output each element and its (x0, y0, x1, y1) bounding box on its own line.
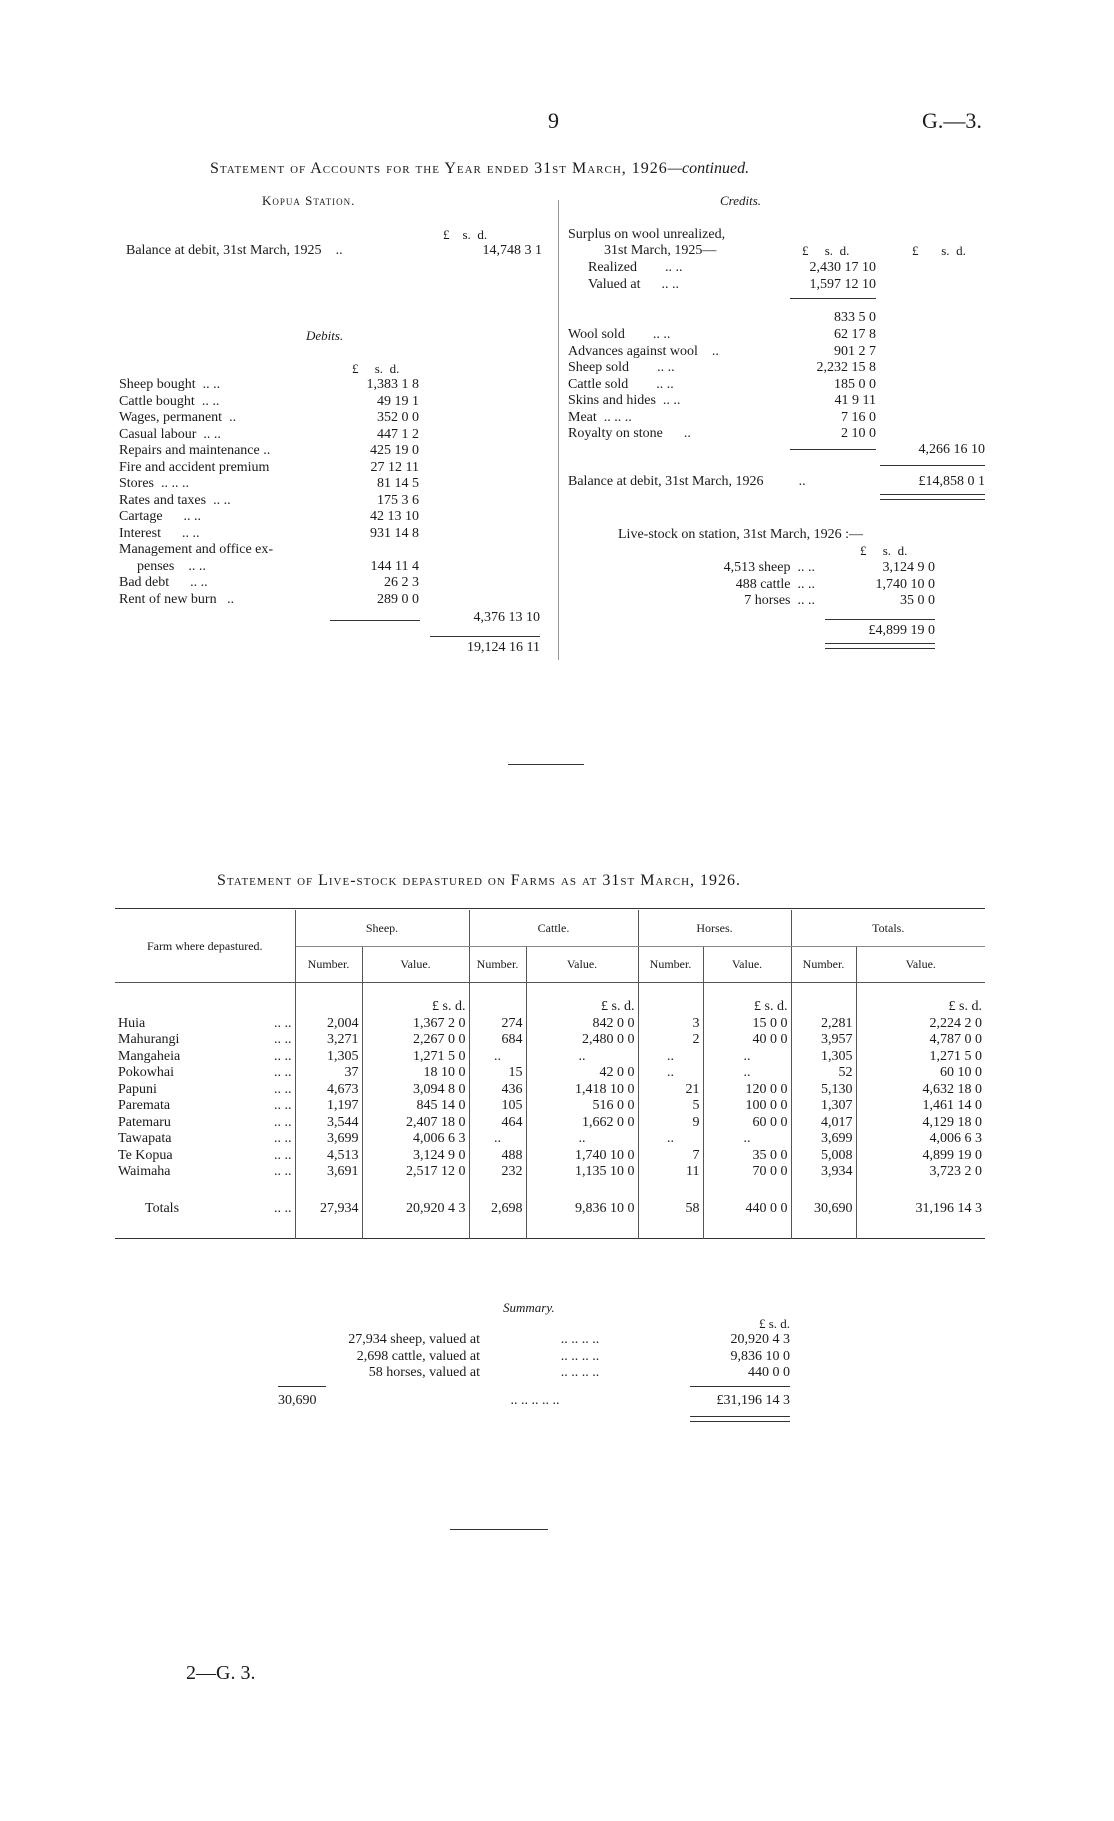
table-row: Papuni .. .. 4,673 3,094 8 0 436 1,418 10 0 21 120 0 0 5,130 4,632 18 0 (115, 1082, 985, 1099)
debit-row: Management and office ex- (119, 542, 274, 557)
debit-row: Cattle bought .. .. 49 19 1 (119, 393, 419, 409)
summary-total-amount: £31,196 14 3 (716, 1393, 790, 1408)
horses-number-header: Number. (638, 946, 703, 982)
station-name: Kopua Station. (262, 193, 356, 208)
sheep-value-header: Value. (362, 946, 469, 982)
closing-balance-label: Balance at debit, 31st March, 1926 .. (568, 474, 806, 489)
livestock-station-total: £4,899 19 0 (868, 623, 935, 638)
credits-heading: Credits. (720, 193, 762, 208)
credit-row: Wool sold .. .. 62 17 8 (568, 327, 876, 342)
signature-mark: 2—G. 3. (186, 1662, 256, 1684)
lsd-heading-livestock: £ s. d. (860, 543, 908, 558)
livestock-station-row: 4,513 sheep .. .. 3,124 9 0 (723, 560, 935, 575)
sheep-number-header: Number. (295, 946, 362, 982)
wool-unrealized-date: 31st March, 1925— (604, 243, 717, 258)
livestock-station-table (640, 560, 935, 610)
wool-difference: 833 5 0 (834, 310, 876, 325)
double-rule (825, 643, 935, 649)
cattle-number-header: Number. (469, 946, 526, 982)
rule (790, 298, 876, 299)
table-top-rule (115, 908, 985, 909)
debit-row: Cartage .. .. 42 13 10 (119, 509, 419, 524)
debit-row: Fire and accident premium 27 12 11 (119, 459, 419, 475)
summary-heading: Summary. (503, 1300, 555, 1315)
debit-row: Repairs and maintenance .. 425 19 0 (119, 443, 419, 458)
summary-lsd-heading: £ s. d. (758, 1316, 790, 1331)
table-row: Huia .. .. 2,004 1,367 2 0 274 842 0 0 3 15 0 0 2,281 2,224 2 0 (115, 1016, 985, 1033)
lsd-heading-debits: £ s. d. (352, 361, 400, 376)
rule (825, 619, 935, 620)
summary-row: 27,934 sheep, valued at .. .. .. .. 20,920 4 3 (348, 1332, 790, 1347)
debit-row: Sheep bought .. .. 1,383 1 8 (119, 377, 419, 392)
debit-row: Interest .. .. 931 14 8 (119, 525, 419, 541)
debit-row: Wages, permanent .. 352 0 0 (119, 410, 419, 425)
double-rule (880, 494, 985, 500)
livestock-station-row: 7 horses .. .. 35 0 0 (744, 593, 935, 608)
summary-total-leader: .. .. .. .. .. (510, 1393, 560, 1408)
lsd-heading-row: £ s. d. £ s. d. £ s. d. £ s. d. (115, 999, 985, 1016)
double-rule (690, 1416, 790, 1422)
section-separator (450, 1529, 548, 1530)
lsd-heading-left: £ s. d. (443, 227, 488, 242)
credit-row: Advances against wool .. 901 2 7 (568, 343, 876, 359)
debits-total: 4,376 13 10 (473, 610, 540, 625)
farm-column-header: Farm where depastured. (115, 910, 295, 982)
sheep-group-header: Sheep. (295, 910, 469, 946)
table-row: Pokowhai .. .. 37 18 10 0 15 42 0 0 .. .. 52 60 10 0 (115, 1065, 985, 1082)
lsd-heading-credits: £ s. d. (802, 243, 850, 258)
rule (690, 1386, 790, 1387)
valued-label: Valued at .. .. (588, 277, 679, 292)
rule (278, 1386, 326, 1387)
lsd-heading-credits-total: £ s. d. (912, 243, 966, 258)
document-reference: G.—3. (922, 108, 982, 133)
table-row: Mangaheia .. .. 1,305 1,271 5 0 .. .. .. .. 1,305 1,271 5 0 (115, 1049, 985, 1066)
debit-row: Rent of new burn .. 289 0 0 (119, 591, 419, 607)
totals-number-header: Number. (791, 946, 856, 982)
debit-row: Bad debt .. .. 26 2 3 (119, 575, 419, 590)
credit-row: Sheep sold .. .. 2,232 15 8 (568, 360, 876, 375)
section-separator (508, 764, 584, 765)
horses-group-header: Horses. (638, 910, 791, 946)
livestock-table (115, 910, 985, 1239)
table-row: Te Kopua .. .. 4,513 3,124 9 0 488 1,740 10 0 7 35 0 0 5,008 4,899 19 0 (115, 1148, 985, 1165)
livestock-station-label: Live-stock on station, 31st March, 1926 :— (618, 527, 863, 542)
livestock-title: Statement of Live-stock depastured on Farms as at 31st March, 1926. (217, 872, 742, 889)
table-row: Waimaha .. .. 3,691 2,517 12 0 232 1,135 10 0 11 70 0 0 3,934 3,723 2 0 (115, 1164, 985, 1181)
horses-value-header: Value. (703, 946, 791, 982)
column-divider (558, 200, 559, 660)
livestock-station-row: 488 cattle .. .. 1,740 10 0 (735, 576, 935, 592)
valued-amount: 1,597 12 10 (809, 277, 876, 292)
credits-total: 4,266 16 10 (918, 442, 985, 457)
grand-total: 19,124 16 11 (467, 640, 540, 655)
rule (330, 620, 420, 621)
realized-label: Realized .. .. (588, 260, 683, 275)
page-number: 9 (548, 108, 559, 133)
credit-row: Meat .. .. .. 7 16 0 (568, 409, 876, 425)
summary-total-count: 30,690 (278, 1393, 317, 1408)
debits-table (119, 377, 419, 608)
debit-row: Stores .. .. .. 81 14 5 (119, 476, 419, 491)
rule (880, 465, 985, 466)
table-row: Tawapata .. .. 3,699 4,006 6 3 .. .. .. .. 3,699 4,006 6 3 (115, 1131, 985, 1148)
realized-amount: 2,430 17 10 (809, 260, 876, 275)
summary-row: 2,698 cattle, valued at .. .. .. .. 9,836 10 0 (356, 1348, 790, 1364)
debits-heading: Debits. (306, 328, 344, 343)
cattle-group-header: Cattle. (469, 910, 638, 946)
credit-row: Skins and hides .. .. 41 9 11 (568, 393, 876, 408)
rule (790, 449, 876, 450)
credit-row: Cattle sold .. .. 185 0 0 (568, 376, 876, 392)
totals-row: Totals .. .. 27,934 20,920 4 3 2,698 9,836 10 0 58 440 0 0 30,690 31,196 14 3 (115, 1197, 985, 1221)
debit-row: Rates and taxes .. .. 175 3 6 (119, 492, 419, 508)
cattle-value-header: Value. (526, 946, 638, 982)
opening-balance-amount: 14,748 3 1 (482, 243, 542, 258)
opening-balance-label: Balance at debit, 31st March, 1925 .. (126, 243, 343, 258)
totals-value-header: Value. (905, 956, 936, 971)
rule (430, 636, 540, 637)
totals-group-header: Totals. (791, 910, 985, 946)
accounts-title: Statement of Accounts for the Year ended 31st March, 1926—continued. (210, 160, 750, 177)
debit-row: penses .. .. 144 11 4 (137, 558, 419, 574)
summary-table (270, 1332, 790, 1382)
credit-row: Royalty on stone .. 2 10 0 (568, 426, 876, 441)
summary-row: 58 horses, valued at .. .. .. .. 440 0 0 (368, 1365, 790, 1380)
table-row: Patemaru .. .. 3,544 2,407 18 0 464 1,662 0 0 9 60 0 0 4,017 4,129 18 0 (115, 1115, 985, 1132)
credits-table (568, 327, 876, 443)
debit-row: Casual labour .. .. 447 1 2 (119, 426, 419, 442)
table-row: Paremata .. .. 1,197 845 14 0 105 516 0 0 5 100 0 0 1,307 1,461 14 0 (115, 1098, 985, 1115)
closing-balance-amount: £14,858 0 1 (918, 474, 985, 489)
table-row: Mahurangi .. .. 3,271 2,267 0 0 684 2,480 0 0 2 40 0 0 3,957 4,787 0 0 (115, 1032, 985, 1049)
wool-unrealized-label: Surplus on wool unrealized, (568, 227, 726, 242)
